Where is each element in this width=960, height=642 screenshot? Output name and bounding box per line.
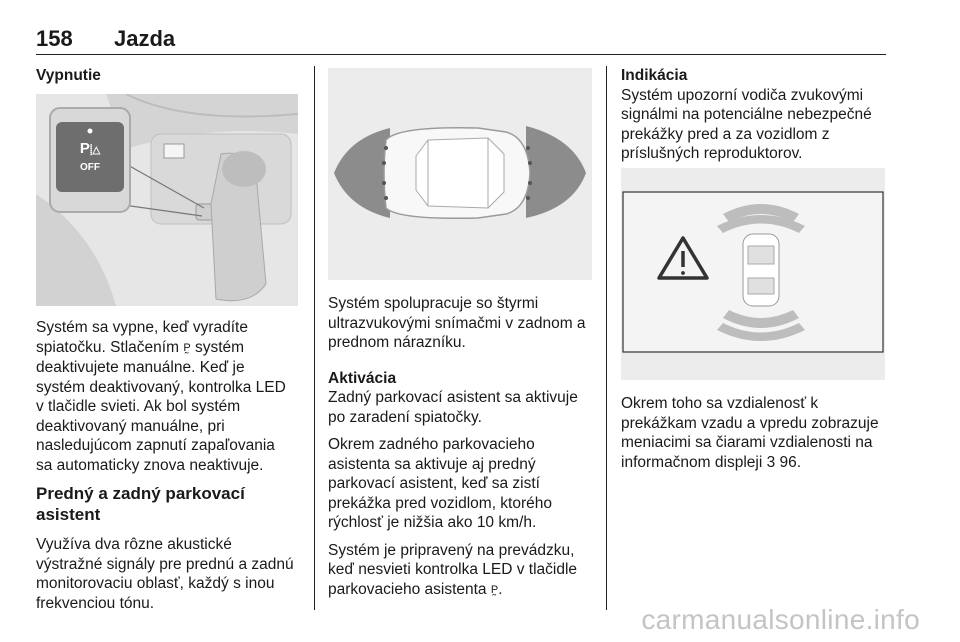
column-3-text [621, 66, 891, 172]
paragraph: Systém sa vypne, keď vyradíte spiatočku. Stlačením P̰ systém deaktivujete manuálne. Keď je systém deaktivovaný, kontrolka LED v tlačidle svieti. Ak bol systém deaktivovaný manuálne, pri nasledujúcom zapnutí zapaľovania sa automaticky znova neaktivuje. [36, 319, 286, 474]
section-title: Vypnutie [36, 67, 101, 84]
page-number: 158 [36, 26, 73, 51]
paragraph: Využíva dva rôzne akustické výstražné signály pre prednú a zadnú monitorovaciu oblasť, každý s inou frekvenciou tónu. [36, 536, 294, 612]
column-divider [314, 66, 315, 610]
console-button-figure [36, 94, 298, 306]
park-assist-icon: P̰ [490, 583, 499, 596]
column-2-text [328, 294, 600, 608]
warning-triangle-display [621, 168, 885, 380]
column-divider [606, 66, 607, 610]
column-1 [36, 66, 304, 86]
page-title: Jazda [114, 26, 176, 51]
paragraph: Okrem toho sa vzdialenosť k prekážkam vzadu a vpredu zobrazuje meniacimi sa čiarami vzdialenosti na informačnom displeji 3 96. [621, 395, 879, 471]
column-1-text [36, 318, 306, 621]
page-ref-link[interactable]: 96. [779, 453, 802, 471]
section-heading: Indikácia [621, 67, 688, 84]
car-sensor-figure [328, 68, 592, 280]
paragraph: Systém spolupracuje so štyrmi ultrazvukovými snímačmi v zadnom a prednom nárazníku. [328, 295, 586, 351]
park-assist-p-icon: P⸽△ [79, 140, 101, 157]
info-display-figure [621, 168, 885, 380]
paragraph: Systém je pripravený na prevádzku, keď nesvieti kontrolka LED v tlačidle parkovacieho asistenta P̰. [328, 541, 578, 598]
column-3-text-lower [621, 394, 893, 480]
car-sensor-zones-diagram [328, 68, 592, 280]
watermark: carmanualsonline.info [641, 604, 920, 635]
paragraph: Zadný parkovací asistent sa aktivuje po zaradení spiatočky. [328, 389, 578, 426]
paragraph: Okrem zadného parkovacieho asistenta sa aktivuje aj predný parkovací asistent, keď sa zistí prekážka pred vozidlom, ktorého rýchlosť je nižšia ako 10 km/h. [328, 436, 553, 531]
off-label: OFF [80, 162, 100, 173]
section-heading: Predný a zadný parkovací asistent [36, 484, 245, 524]
park-assist-icon: P̰ [183, 341, 191, 354]
page-ref-arrow: 3 [766, 453, 776, 471]
header-rule [36, 54, 886, 55]
console-illustration [36, 94, 298, 306]
section-heading: Aktivácia [328, 369, 397, 387]
paragraph: Systém upozorní vodiča zvukovými signálmi na potenciálne nebezpečné prekážky pred a za vozidlom z príslušných reproduktorov. [621, 86, 872, 162]
